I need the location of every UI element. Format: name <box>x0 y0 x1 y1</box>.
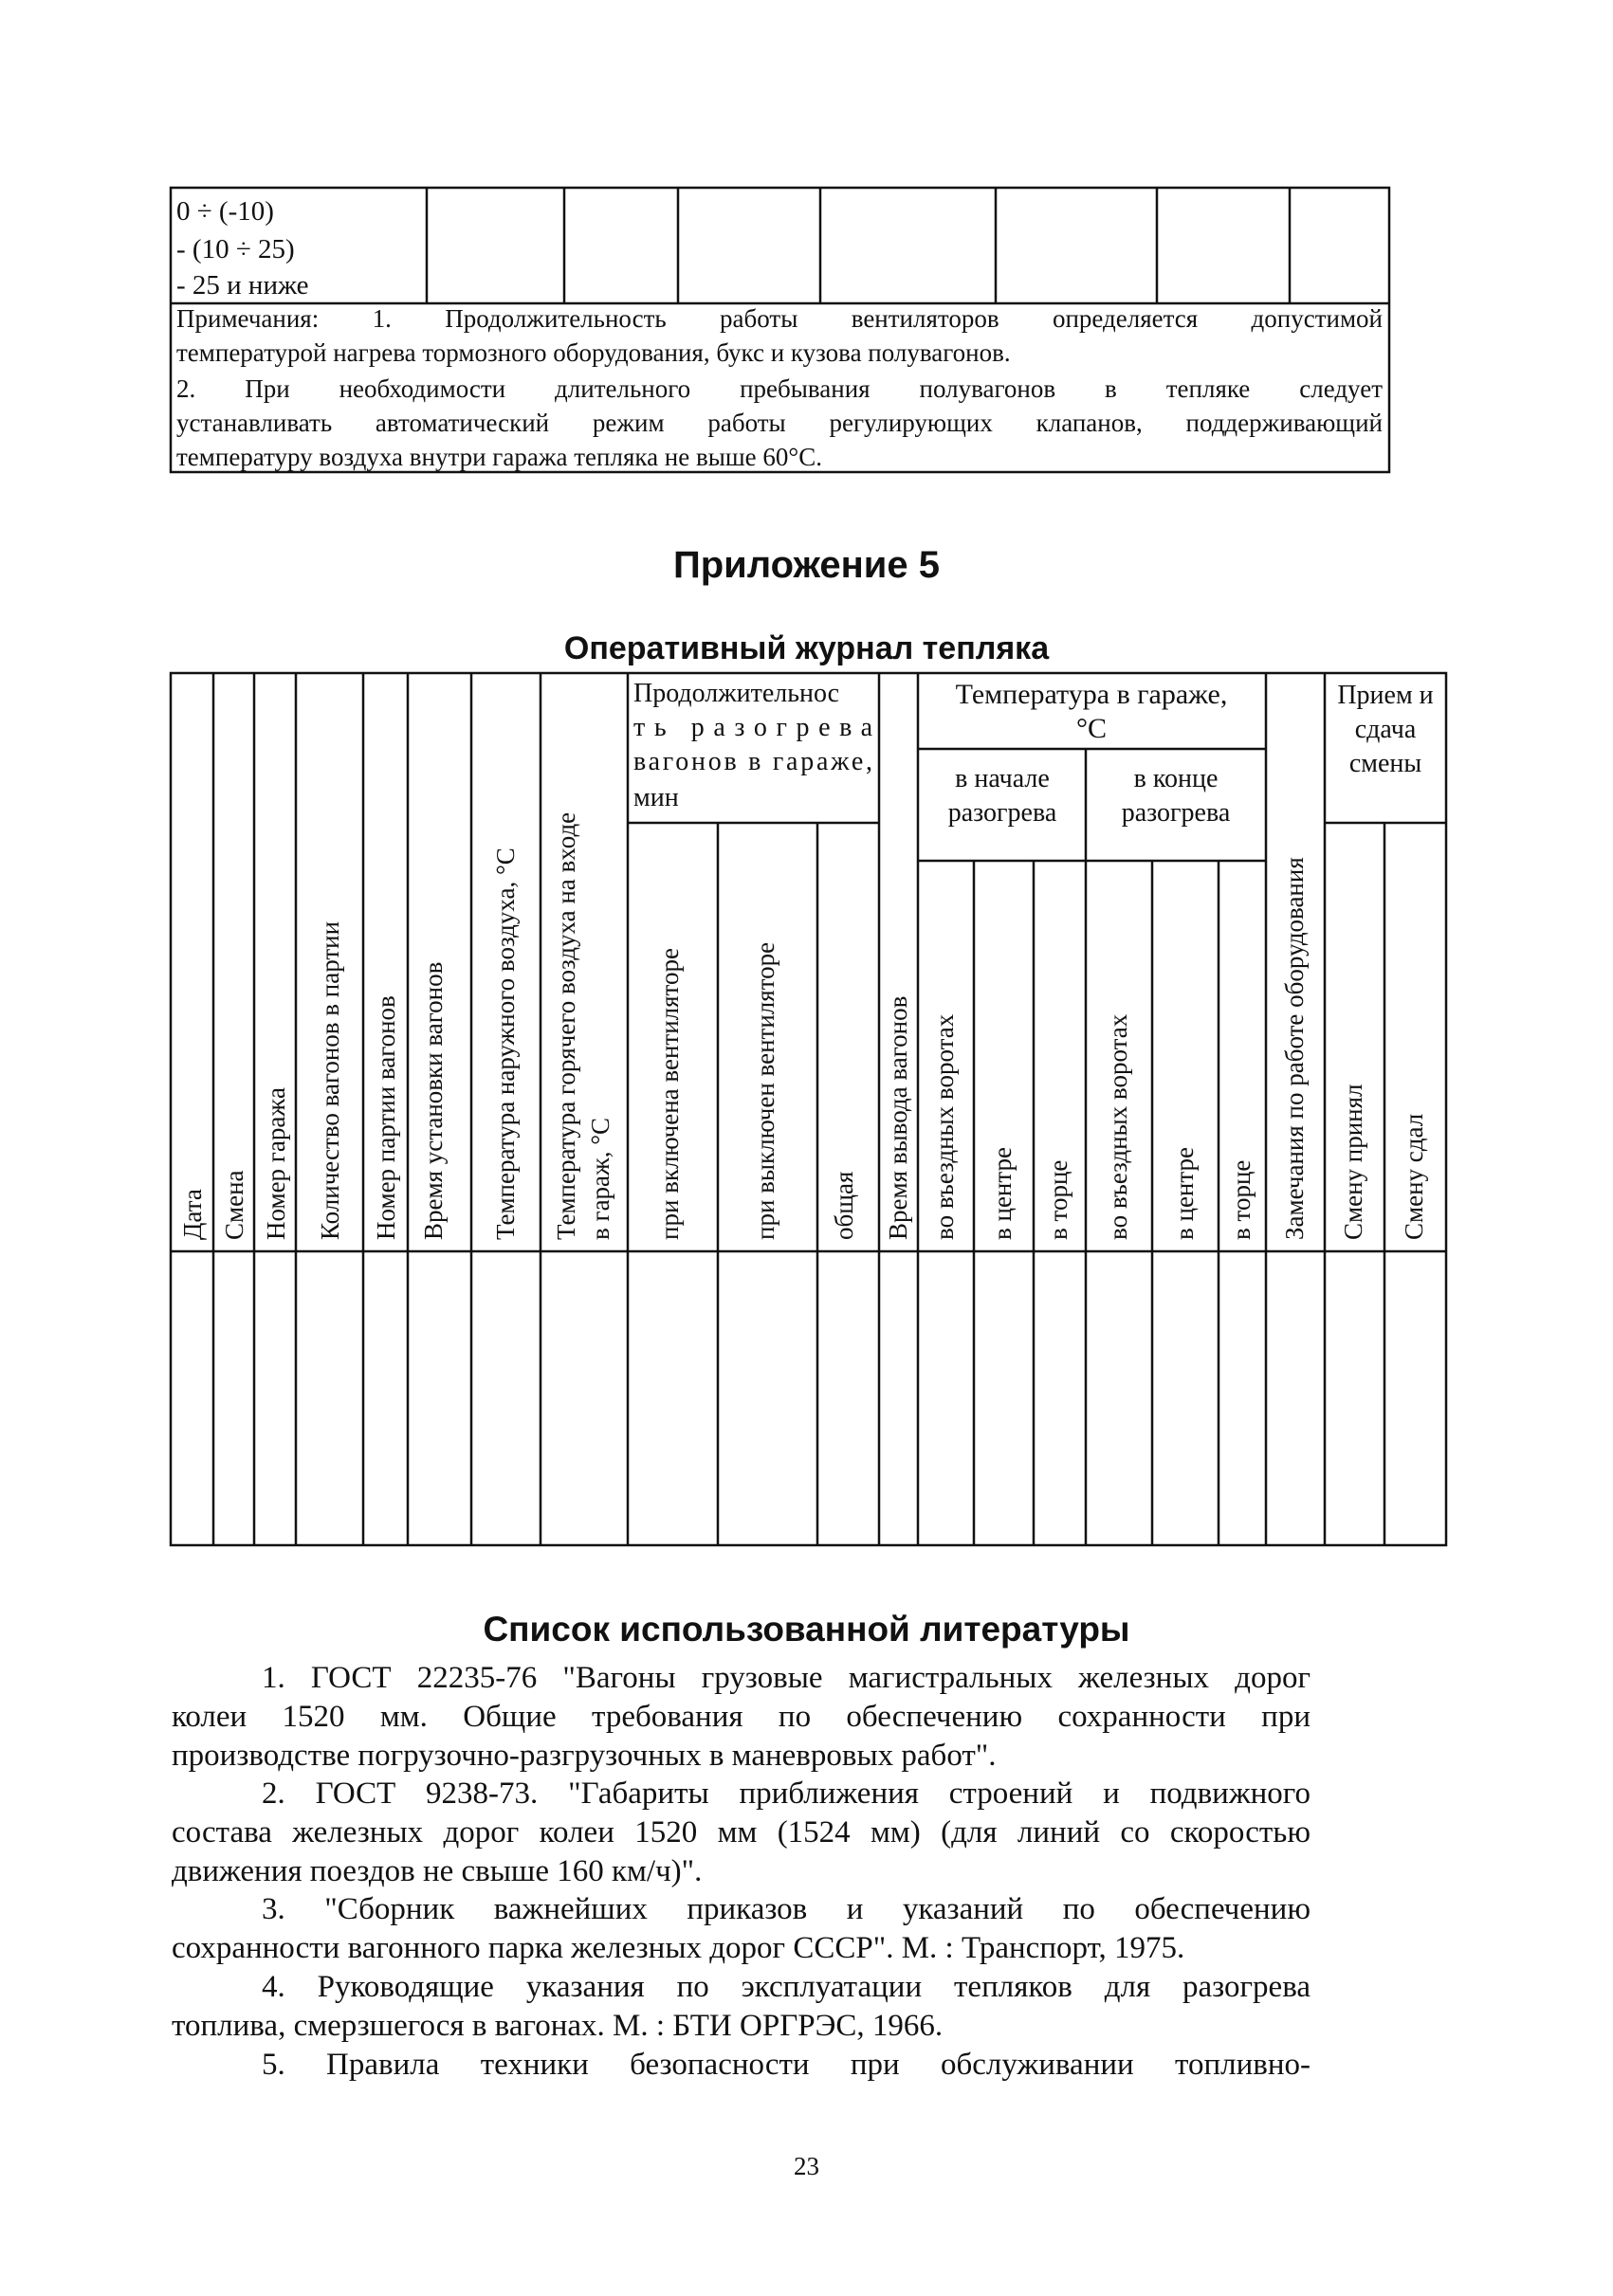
col-output-time: Время вывода вагонов <box>884 995 912 1240</box>
page-number: 23 <box>794 2152 819 2180</box>
col-outdoor-temp: Температура наружного воздуха, °С <box>491 847 520 1240</box>
col-end-center: в центре <box>1170 1147 1199 1240</box>
col-end-end: в торце <box>1227 1159 1256 1240</box>
col-accepted: Смену принял <box>1339 1084 1367 1240</box>
group-duration-line-4: мин <box>633 783 679 812</box>
group-duration-line-2: ть разогрева <box>633 713 872 742</box>
col-garage-no: Номер гаража <box>262 1087 290 1240</box>
col-install-time: Время установки вагонов <box>419 961 448 1240</box>
col-total: общая <box>830 1171 858 1240</box>
col-batch-no: Номер партии вагонов <box>372 995 400 1240</box>
note-1-line-1: Примечания: 1. Продолжительность работы вентиляторов определяется допустимой <box>176 304 1383 333</box>
range-2: - (10 ÷ 25) <box>176 234 295 264</box>
group-temperature-line-1: Температура в гараже, <box>955 679 1228 710</box>
group-shift-line-1: Прием и <box>1337 681 1434 710</box>
col-remarks: Замечания по работе оборудования <box>1280 857 1309 1240</box>
col-start-end: в торце <box>1044 1159 1072 1240</box>
journal-table <box>0 664 1613 1555</box>
note-1-line-2: температурой нагрева тормозного оборудования, букс и кузова полувагонов. <box>176 338 1011 367</box>
sub-end-line-1: в конце <box>1133 764 1219 793</box>
col-handed: Смену сдал <box>1400 1113 1428 1240</box>
note-2-line-3: температуру воздуха внутри гаража тепляка не выше 60°С. <box>176 443 822 471</box>
col-shift: Смена <box>220 1170 248 1240</box>
group-temperature-line-2: °С <box>1075 713 1108 744</box>
col-fan-on: при включена вентиляторе <box>655 948 684 1240</box>
sub-start-line-1: в начале <box>955 764 1050 793</box>
group-duration-line-1: Продолжительнос <box>633 679 840 708</box>
note-2-line-1: 2. При необходимости длительного пребывания полувагонов в тепляке следует <box>176 374 1383 403</box>
col-hot-air-temp-2: в гараж, °С <box>586 1117 614 1240</box>
range-3: - 25 и ниже <box>176 270 309 301</box>
col-wagon-count: Количество вагонов в партии <box>316 920 344 1240</box>
col-date: Дата <box>178 1189 207 1240</box>
group-shift-line-2: сдача <box>1354 715 1417 744</box>
col-hot-air-temp-1: Температура горячего воздуха на входе <box>552 811 580 1240</box>
group-duration-header <box>633 679 873 812</box>
col-start-center: в центре <box>988 1147 1017 1240</box>
note-2-line-2: устанавливать автоматический режим работы регулирующих клапанов, поддерживающий <box>176 409 1383 437</box>
col-start-gate: во въездных воротах <box>930 1013 959 1240</box>
appendix-title: Приложение 5 <box>673 544 940 586</box>
group-shift-line-3: смены <box>1348 749 1422 778</box>
sub-end-line-2: разогрева <box>1121 798 1231 828</box>
journal-title: Оперативный журнал тепляка <box>563 630 1050 666</box>
literature-title: Список использованной литературы <box>483 1610 1130 1649</box>
col-fan-off: при выключен вентиляторе <box>751 941 779 1240</box>
group-duration-line-3: вагонов в гараже, <box>633 747 872 776</box>
col-end-gate: во въездных воротах <box>1104 1013 1132 1240</box>
range-1: 0 ÷ (-10) <box>176 196 274 227</box>
sub-start-line-2: разогрева <box>947 798 1057 828</box>
